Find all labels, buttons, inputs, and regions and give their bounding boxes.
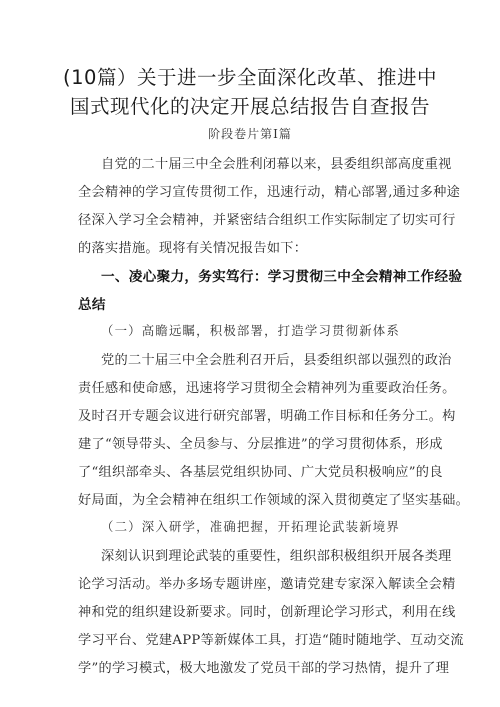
paragraph-line: 了“组织部牵头、各基层党组织协同、广大党员积极响应”的良: [78, 465, 443, 480]
paragraph-line: 学习平台、党建APP等新媒体工具，打造“随时随地学、互动交流: [78, 633, 464, 648]
subsection-2-heading: （二）深入研学，准确把握，开拓理论武装新境界: [101, 519, 400, 534]
subsection-1-heading: （一）高瞻远瞩，积极部署，打造学习贯彻新体系: [101, 323, 400, 338]
paragraph-line: 责任感和使命感，迅速将学习贯彻全会精神列为重要政治任务。: [78, 381, 456, 396]
intro-line: 径深入学习全会精神，并紧密结合组织工作实际制定了切实可行: [78, 213, 456, 228]
intro-line: 的落实措施。现将有关情况报告如下：: [78, 241, 308, 256]
paragraph-line: 神和党的组织建设新要求。同时，创新理论学习形式，利用在线: [78, 605, 456, 620]
paragraph-line: 建了“领导带头、全员参与、分层推进”的学习贯彻体系，形成: [78, 437, 443, 452]
paragraph-line: 论学习活动。举办多场专题讲座，邀请党建专家深入解读全会精: [78, 577, 456, 592]
section-1-heading: 一、凌心聚力，务实笃行：学习贯彻三中全会精神工作经验: [101, 269, 463, 285]
document-title-line-2: 国式现代化的决定开展总结报告自查报告: [69, 95, 430, 118]
paragraph-line: 及时召开专题会议进行研究部署，明确工作目标和任务分工。构: [78, 409, 456, 424]
paragraph-line: 深刻认识到理论武装的重要性，组织部积极组织开展各类理: [101, 549, 452, 564]
intro-line: 自党的二十届三中全会胜利闭幕以来，县委组织部高度重视: [101, 157, 452, 172]
paragraph-line: 好局面，为全会精神在组织工作领域的深入贯彻奠定了坚实基础。: [78, 493, 470, 508]
section-1-heading-cont: 总结: [78, 297, 106, 313]
intro-line: 全会精神的学习宣传贯彻工作，迅速行动，精心部署,通过多种途: [78, 185, 461, 200]
document-title-line-1: (10篇）关于进一步全面深化改革、推进中: [63, 66, 437, 89]
paragraph-line: 党的二十届三中全会胜利召开后，县委组织部以强烈的政治: [101, 353, 452, 368]
document-subtitle: 阶段卷片第Ⅰ篇: [208, 127, 292, 141]
paragraph-line: 学”的学习模式，极大地激发了党员干部的学习热情，提升了理: [78, 661, 450, 676]
